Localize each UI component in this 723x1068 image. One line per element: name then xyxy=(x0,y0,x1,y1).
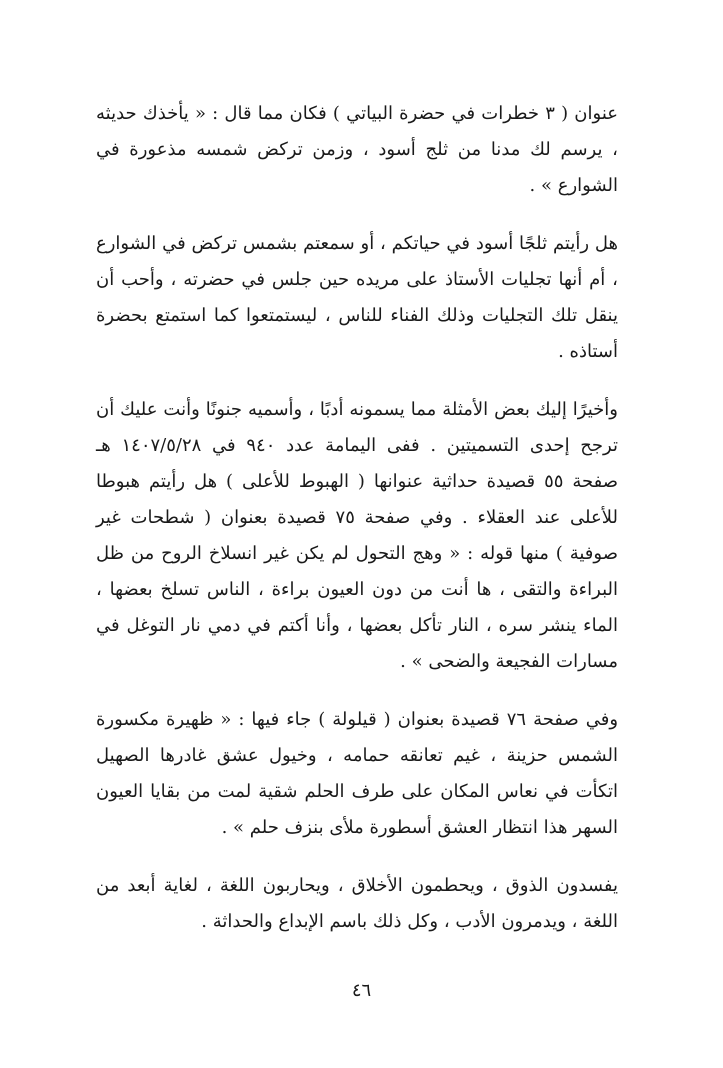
paragraph-3: وأخيرًا إليك بعض الأمثلة مما يسمونه أدبًا ، وأسميه جنونًا وأنت عليك أن ترجح إحدى التسميتين . ففى اليمامة عدد ٩٤٠ في ١٤٠٧/٥/٢٨ هـ صفحة ٥٥ قصيدة حداثية عنوانها ( الهبوط للأعلى ) هل رأيتم هبوطا للأعلى عند العقلاء . وفي صفحة ٧٥ قصيدة بعنوان ( شطحات غير صوفية ) منها قوله : « وهج التحول لم يكن غير انسلاخ الروح من ظل البراءة والتقى ، ها أنت من دون العيون براءة ، الناس تسلخ بعضها ، الماء ينشر سره ، النار تأكل بعضها ، وأنا أكتم في دمي نار التوغل في مسارات الفجيعة والضحى » . xyxy=(96,399,619,672)
paragraph-5: يفسدون الذوق ، ويحطمون الأخلاق ، ويحاربون اللغة ، لغاية أبعد من اللغة ، ويدمرون الأدب ، وكل ذلك باسم الإبداع والحداثة . xyxy=(96,875,618,932)
page-number: ٤٦ xyxy=(351,980,372,1001)
paragraph-2: هل رأيتم ثلجًا أسود في حياتكم ، أو سمعتم بشمس تركض في الشوارع ، أم أنها تجليات الأستاذ على مريده حين جلس في حضرته ، وأحب أن ينقل تلك التجليات وذلك الفناء للناس ، ليستمتعوا كما استمتع بحضرة أستاذه . xyxy=(96,233,618,362)
paragraph-1: عنوان ( ٣ خطرات في حضرة البياتي ) فكان مما قال : « يأخذك حديثه ، يرسم لك مدنا من ثلج أسود ، وزمن تركض شمسه مذعورة في الشوارع » . xyxy=(96,103,618,196)
paragraph-4: وفي صفحة ٧٦ قصيدة بعنوان ( قيلولة ) جاء فيها : « ظهيرة مكسورة الشمس حزينة ، غيم تعانقه حمامه ، وخيول عشق غادرها الصهيل اتكأت في نعاس المكان على طرف الحلم شقية لمت من بقايا العيون السهر هذا انتظار العشق أسطورة ملأى بنزف حلم » . xyxy=(96,709,619,838)
body-text xyxy=(96,96,618,962)
